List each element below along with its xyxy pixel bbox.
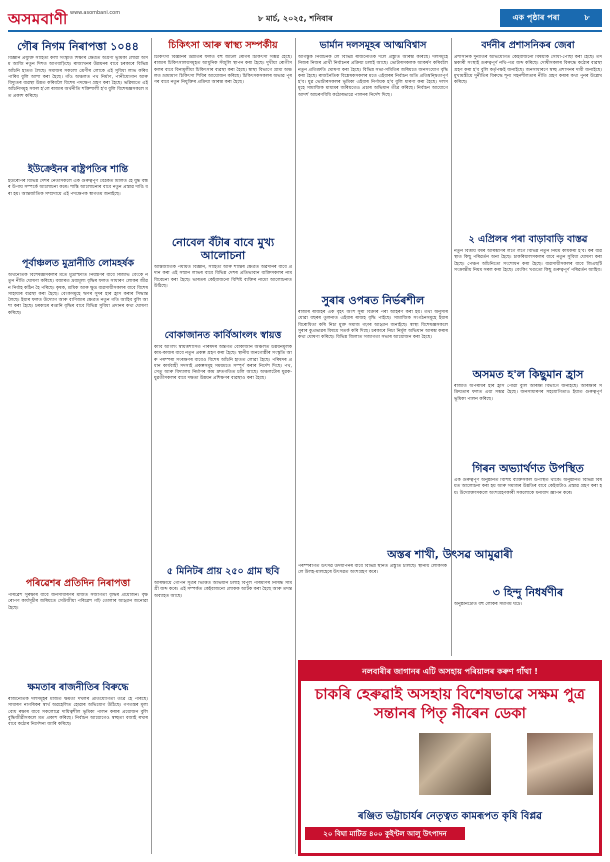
- article-body: ৰাজ্যত অপৰাধৰ হাৰ হ্ৰাস পোৱা বুলি আৰক্ষী বিভাগে জনাইছে। আৰক্ষীৰ সক্ৰিয়তাৰ ফলত এয়া সম্ভৱ হৈছে। জনসাধাৰণৰ সহযোগিতাও ইয়াত গুৰুত্বপূৰ্ণ ভূমিকা পালন কৰিছে।: [454, 384, 602, 402]
- column-divider: [151, 38, 152, 854]
- article-body: কাৰ্বি আংলং স্বায়ত্তশাসিত পৰিষদৰ অন্তৰ্গত বোকাজান অঞ্চলত উন্নয়নমূলক কাম-কাজৰ বাবে নতুন প্ৰকল্প গ্ৰহণ কৰা হৈছে। স্থানীয় জনগোষ্ঠীৰ সংস্কৃতি আৰু পৰম্পৰা সংৰক্ষণৰ বাবেও বিশেষ আঁচনি হাতত লোৱা হৈছে। পৰিষদৰ প্ৰধান কাৰ্যবাহী সদস্যই প্ৰকল্পসমূহ সময়মতে সম্পূৰ্ণ কৰাৰ নিৰ্দেশ দিছে। পথ, সেতু আৰু বিদ্যালয় নিৰ্মাণৰ কাম দ্ৰুতগতিত চলি আছে। অঞ্চলটোৰ যুৱক-যুৱতীসকলৰ বাবে দক্ষতা উন্নয়ন প্ৰশিক্ষণৰ ব্যৱস্থাও কৰা হৈছে।: [154, 345, 292, 382]
- headline: অস্তৰ শাখী, উৎসৱ আমুৱাৰী: [387, 548, 513, 561]
- article-body: অনুষ্ঠানটোত বহু লোকৰ সমাগম ঘটে।: [454, 602, 522, 607]
- article-body: ৰাজনৈতিক দলসমূহৰ মাজত ক্ষমতা দখলৰ প্ৰতিযোগিতা তীব্ৰ হৈ পৰিছে। সাধাৰণ নাগৰিকৰ স্বাৰ্থ অৱহেলিত হোৱাৰ অভিযোগ উঠিছে। গণতন্ত্ৰৰ মূল্যবোধ ৰক্ষাৰ বাবে সকলোৱে দায়িত্বশীল ভূমিকা পালন কৰাৰ প্ৰয়োজন বুলি বুদ্ধিজীৱীসকলে মত প্ৰকাশ কৰিছে। নিৰ্বাচন আয়োগেও স্বচ্ছতা বজাই ৰখাৰ বাবে কঠোৰ নিৰ্দেশনা জাৰি কৰিছে।: [8, 697, 148, 728]
- page-label: এক পৃষ্ঠাৰ পৰা: [512, 12, 560, 22]
- headline: ইউক্ৰেইনৰ ৰাষ্ট্ৰপতিৰ শান্তি: [27, 164, 129, 175]
- masthead: [8, 6, 602, 32]
- headline: গিৰন অভ্যাৰ্থণত উপস্থিত: [472, 462, 584, 475]
- page-number: ৮: [584, 12, 590, 22]
- feature-photo: [419, 733, 491, 795]
- headline: সুৰাৰ ওপৰত নিৰ্ভৰশীল: [321, 294, 425, 307]
- article-body: চিকিৎসা বিজ্ঞানৰ উন্নতিৰ ফলত বহু জটিল ৰোগৰ চিকিৎসা সম্ভৱ হৈছে। ৰাজ্যৰ চিকিৎসালয়সমূহত আধুনিক সঁজুলি স্থাপন কৰা হৈছে। দুখীয়া ৰোগীসকলৰ বাবে বিনামূলীয়া চিকিৎসাৰ ব্যৱস্থা কৰা হৈছে। স্বাস্থ্য বিভাগে গ্ৰাম্য অঞ্চলত ভ্ৰাম্যমাণ চিকিৎসা শিবিৰ আয়োজন কৰিছে। চিকিৎসকসকলৰ অভাৱ পূৰণৰ বাবে নতুন নিযুক্তিৰ প্ৰক্ৰিয়া আৰম্ভ কৰা হৈছে।: [154, 55, 292, 86]
- headline: বোকাজানত কাৰ্বিআংলং স্বায়ত্ত: [164, 330, 282, 341]
- column-divider: [295, 38, 296, 854]
- headline: পূৰ্বাঞ্চলত মুদ্ৰানীতি লোমহৰ্ষক: [21, 258, 135, 269]
- article-body: এক গুৰুত্বপূৰ্ণ অনুষ্ঠানত বিশিষ্ট ব্যক্তিসকল উপস্থিত থাকে। অনুষ্ঠানত বিভিন্ন বিষয়ত আলোচনা কৰা হয় আৰু সমাজৰ উন্নতিৰ বাবে কেইবাটাও প্ৰস্তাৱ গ্ৰহণ কৰা হয়। উদ্যোক্তাসকলে অংশগ্ৰহণকাৰী সকলোকে ধন্যবাদ জ্ঞাপন কৰে।: [454, 478, 602, 496]
- feature-headline: চাকৰি হেৰুৱাই অসহায় বিশেষভাৱে সক্ষম পুত্ৰ সন্তানৰ পিতৃ নীৰেন ডেকা: [315, 685, 585, 722]
- dateline: ৮ মাৰ্চ, ২০২৫, শনিবাৰ: [258, 14, 333, 23]
- headline: ক্ষমতাৰ ৰাজনীতিৰ বিৰুদ্ধে: [27, 682, 129, 693]
- headline: ৩ হিন্দু নিধৰ্ষণীৰ: [492, 586, 564, 599]
- newspaper-logo: অসমবাণী: [8, 10, 68, 28]
- article-body: আন্তৰ্জাতিক পৰ্যায়ত বিজ্ঞান, সাহিত্য আৰু শান্তিৰ ক্ষেত্ৰত অৱদানৰ বাবে প্ৰদান কৰা এই সন্মান লাভৰ বাবে বিভিন্ন দেশৰ প্ৰতিভাবান ব্যক্তিসকলৰ নাম বিবেচনা কৰা হৈছে। ভাৰতৰ কেইবাজনো বিশিষ্ট ব্যক্তিৰ নামো আলোচনাত উঠিছে।: [154, 265, 292, 289]
- article-body: অৰ্থনৈতিক বিশেষজ্ঞসকলৰ মতে মুদ্ৰাস্ফীতি নিয়ন্ত্ৰণৰ বাবে ৰিজাৰ্ভ বেংকে নতুন নীতি ঘোষণা কৰিছে। বজাৰত দ্ৰব্যমূল্য বৃদ্ধিৰ ফলত সাধাৰণ লোকৰ জীৱন নিৰ্বাহ কঠিন হৈ পৰিছে। কৃষক, শ্ৰমিক আৰু ক্ষুদ্ৰ ব্যৱসায়ীসকলৰ বাবে বিশেষ সাহায্যৰ ব্যৱস্থা কৰা হৈছে। বেংকসমূহে ঋণৰ সুদৰ হাৰ হ্ৰাস কৰাৰ সিদ্ধান্ত লৈছে। ইয়াৰ ফলত উদ্যোগ আৰু বাণিজ্যৰ ক্ষেত্ৰত নতুন গতি আহিব বুলি আশা কৰা হৈছে। চৰকাৰে ৰপ্তানি বৃদ্ধিৰ বাবে বিভিন্ন সুবিধা প্ৰদানৰ কথা ঘোষণা কৰিছে।: [8, 273, 148, 316]
- logo-subtitle: www.asombani.com: [70, 10, 121, 16]
- feature-subheadline: ৰঞ্জিত ভট্টাচাৰ্যৰ নেতৃত্বত কামৰূপত কৃষি বিপ্লৱ: [358, 811, 542, 822]
- headline: চিকিৎসা আৰু স্বাস্থ্য সম্পৰ্কীয়: [168, 40, 278, 51]
- article-body: ইউৰোপৰ বিভিন্ন দেশৰ নেতাসকলে এক গুৰুত্বপূৰ্ণ বৈঠকত মিলিত হৈ যুদ্ধ বন্ধৰ উপায় সম্পৰ্কে আলোচনা কৰে। শান্তি আলোচনাৰ বাবে নতুন প্ৰস্তাৱ দাঙি ধৰা হয়। আন্তৰ্জাতিক সম্প্ৰদায়ে এই পদক্ষেপক স্বাগতম জনাইছে।: [8, 179, 148, 197]
- feature-box: [298, 660, 602, 856]
- headline: পৰিৱেশৰ প্ৰতিদিন নিৰাপত্তা: [25, 578, 131, 589]
- article-body: নতুন বিত্তীয় বৰ্ষৰ আৰম্ভণিৰ লগে লগে বিভিন্ন নতুন নিয়ম কাৰ্যকৰী হ'ব। কৰ ব্যৱস্থাত কিছু পৰিৱৰ্তন অনা হৈছে। চাকৰিয়ালসকলৰ বাবে নতুন সুবিধা ঘোষণা কৰা হৈছে। পেঞ্চন আঁচনিতো সংশোধন কৰা হৈছে। ব্যৱসায়ীসকলৰ বাবে জিএছটি সংক্ৰান্তীয় নিয়ম সৰল কৰা হৈছে। বেংকিং খণ্ডতো কিছু গুৰুত্বপূৰ্ণ পৰিৱৰ্তন আহিব।: [454, 249, 602, 273]
- article-body: বিজ্ঞান প্ৰযুক্তি সাহিত্য কলা সংস্কৃতি শিক্ষাৰ ক্ষেত্ৰত অগ্ৰণী ভূমিকা লোৱা অসম আজি নতুন দিশত আগবাঢ়িছে। ৰাজ্যখনৰ উন্নয়নৰ বাবে চৰকাৰে বিভিন্ন আঁচনি হাতত লৈছে। সমাজৰ সকলো শ্ৰেণীৰ লোকে এই সুবিধা লাভ কৰিব পাৰিব বুলি আশা কৰা হৈছে। গাঁও অঞ্চলত পথ নিৰ্মাণ, পানীযোগান আৰু বিদ্যুতৰ ব্যৱস্থা উন্নত কৰিবলৈ বিশেষ পদক্ষেপ গ্ৰহণ কৰা হৈছে। ভৱিষ্যতে এই আঁচনিসমূহ সফল হ'লে ৰাজ্যৰ অৰ্থনীতি শক্তিশালী হ'ব বুলি বিশেষজ্ঞসকলে মত প্ৰকাশ কৰিছে।: [8, 56, 148, 99]
- headline: গৌৰ নিগম নিৰাপত্তা ১০৪৪: [17, 40, 139, 53]
- headline: অসমত হ'ল কিছুমান হ্ৰাস: [472, 368, 584, 381]
- feature-kicker: নলবাৰীৰ জাগানৰ এটি অসহায় পৰিয়ালৰ কৰুণ গাঁথা !: [301, 663, 599, 681]
- headline: নোবেল বঁটাৰ বাবে মুখ্য আলোচনা: [171, 236, 275, 262]
- article-body: পৰম্পৰাগত উৎসৱ উদযাপনৰ বাবে বিভিন্ন স্থানত প্ৰস্তুতি চলিছে। স্থানীয় লোকসকলে উলহ-মালহেৰে উৎসৱত অংশগ্ৰহণ কৰে।: [298, 564, 447, 576]
- article-body: আগন্তুক নিৰ্বাচনক লৈ বিভিন্ন ৰাজনৈতিক দলে প্ৰস্তুতি আৰম্ভ কৰিছে। দলসমূহে নিজৰ নিজৰ প্ৰাৰ্থী নিৰ্বাচনৰ প্ৰক্ৰিয়া চলাই আছে। ভোটাৰসকলক আকৰ্ষণ কৰিবলৈ নতুন প্ৰতিশ্ৰুতি ঘোষণা কৰা হৈছে। বিভিন্ন সভা-সমিতিৰ জৰিয়তে জনসংযোগ বৃদ্ধি কৰা হৈছে। ৰাজনৈতিক বিশ্লেষকসকলৰ মতে এইবাৰৰ নিৰ্বাচন অতি প্ৰতিদ্বন্দ্বিতাপূৰ্ণ হ'ব। যুৱ ভোটাৰসকলৰ ভূমিকা এইবাৰ নিৰ্ণায়ক হ'ব বুলি ধাৰণা কৰা হৈছে। দলসমূহে সামাজিক মাধ্যমৰ জৰিয়তেও প্ৰচাৰ অভিযান তীব্ৰ কৰিছে। নিৰ্বাচন আয়োগে আদৰ্শ আচৰণবিধি কঠোৰভাৱে পালনৰ নিৰ্দেশ দিছে।: [298, 55, 448, 98]
- article-body: আৰক্ষীয়ে গোপন সূত্ৰৰ ভিত্তিত অভিযান চলাই বিপুল পৰিমাণৰ নিষিদ্ধ সামগ্ৰী জব্দ কৰে। এই সম্পৰ্কত কেইবাজনো লোকক আটক কৰা হৈছে আৰু তদন্ত অব্যাহত আছে।: [154, 581, 292, 599]
- headline: বৰ্দনীৰ প্ৰশাসনিকৰ জেৰা: [481, 40, 575, 51]
- feature-photo: [527, 733, 593, 795]
- headline: ভাৰ্মান দলসমূহৰ আত্মবিশ্বাস: [319, 40, 427, 51]
- page-tag: [500, 9, 602, 27]
- article-body: পৰিৱেশ সুৰক্ষাৰ বাবে জনসাধাৰণৰ মাজত সজাগতা বৃদ্ধিৰ প্ৰয়োজন। বৃক্ষৰোপণ কাৰ্যসূচীৰ জৰিয়তে সেউজীয়া পৰিৱেশ গঢ়ি তোলাৰ আহ্বান জনোৱা হৈছে।: [8, 593, 148, 611]
- article-body: প্ৰশাসনিক দুৰ্নীতিৰ অভিযোগত কেইবাজনো বিষয়াক সোধা-পোছা কৰা হৈছে। তদন্তকাৰী সংস্থাই গুৰুত্বপূৰ্ণ নথি-পত্ৰ জব্দ কৰিছে। দোষীসকলৰ বিৰুদ্ধে কঠোৰ ব্যৱস্থা গ্ৰহণ কৰা হ'ব বুলি কৰ্তৃপক্ষই জনাইছে। জনসাধাৰণে স্বচ্ছ প্ৰশাসনৰ দাবী জনাইছে। মুখ্যমন্ত্ৰীয়ে দুৰ্নীতিৰ বিৰুদ্ধে শূন্য সহনশীলতাৰ নীতি গ্ৰহণ কৰাৰ কথা পুনৰ উল্লেখ কৰিছে।: [454, 55, 602, 86]
- headline: ৫ মিনিটৰ প্ৰায় ২৫০ গ্ৰাম ছবি: [166, 566, 280, 577]
- headline: ২ এপ্ৰিলৰ পৰা বাড়াবাড়ি বাস্তৱ: [468, 234, 588, 245]
- article-body: ৰাজ্যৰ ৰাজহৰ এক বৃহৎ অংশ সুৰা বিক্ৰীৰ পৰা আহৰণ কৰা হয়। তথ্য অনুসৰি যোৱা বছৰৰ তুলনাত এইবাৰ ৰাজহ বৃদ্ধি পাইছে। সামাজিক সংগঠনসমূহে ইয়াৰ বিৰোধিতা কৰি নিচা মুক্ত সমাজ গঢ়াৰ আহ্বান জনাইছে। স্বাস্থ্য বিশেষজ্ঞসকলে সুৰাৰ কুপ্ৰভাৱৰ বিষয়ে সতৰ্ক কৰি দিছে। চৰকাৰে নিচা নিৰ্মূল অভিযান আৰম্ভ কৰাৰ কথা ঘোষণা কৰিছে। বিভিন্ন জিলাত সজাগতা সভাৰ আয়োজন কৰা হৈছে।: [298, 310, 448, 341]
- feature-badge: ২০ বিঘা মাটিত ৪০০ কুইণ্টল আলু উৎপাদন: [305, 827, 465, 840]
